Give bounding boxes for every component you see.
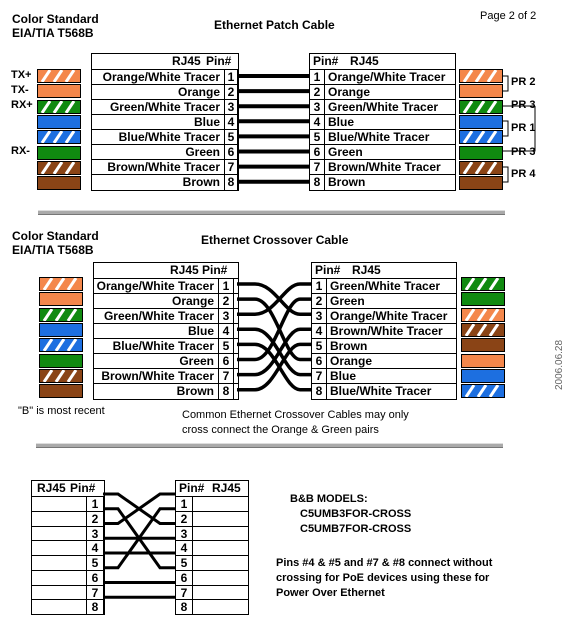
patch-right-pin-number: 1 xyxy=(310,70,325,85)
crossover-left-wire-name: Orange xyxy=(171,294,214,308)
brown-white-swatch-icon xyxy=(37,161,81,175)
pair-label-pr3-top: PR 3 xyxy=(511,99,536,111)
patch-left-pin-number: 3 xyxy=(224,100,238,115)
patch-left-wire-name: Orange/White Tracer xyxy=(102,70,220,84)
signal-rx-minus: RX- xyxy=(11,145,30,157)
crossover-title: Ethernet Crossover Cable xyxy=(201,233,349,247)
patch-left-wire-name: Green xyxy=(185,145,220,159)
bb-right-pin-number: 6 xyxy=(176,571,193,586)
bb-left-pin-number: 8 xyxy=(86,600,104,615)
crossover-right-pin-number: 1 xyxy=(312,279,327,294)
bb-right-pin-number: 8 xyxy=(176,600,193,615)
orange-white-swatch-icon xyxy=(37,69,81,83)
patch-right-pin-number: 2 xyxy=(310,85,325,100)
patch-left-wire-name: Blue xyxy=(193,115,220,129)
green-swatch-icon xyxy=(461,292,505,306)
patch-right-wire-name: Orange xyxy=(328,85,371,99)
patch-standard-line2: EIA/TIA T568B xyxy=(12,26,94,40)
crossover-right-pin-number: 3 xyxy=(312,309,327,324)
bb-model-1: C5UMB3FOR-CROSS xyxy=(300,508,412,520)
crossover-left-wire-name: Green xyxy=(179,354,214,368)
bb-left-pin-number: 2 xyxy=(86,512,104,527)
crossover-right-wire-name: Orange/White Tracer xyxy=(330,309,448,323)
crossover-right-header-rj45: RJ45 xyxy=(352,263,381,277)
bb-left-pin-number: 5 xyxy=(86,556,104,571)
signal-tx-plus: TX+ xyxy=(11,69,32,81)
blue-white-swatch-icon xyxy=(39,338,83,352)
orange-swatch-icon xyxy=(37,84,81,98)
orange-swatch-icon xyxy=(459,84,503,98)
bb-left-pin-number: 4 xyxy=(86,541,104,556)
patch-title: Ethernet Patch Cable xyxy=(214,18,335,32)
crossover-right-wire-name: Blue/White Tracer xyxy=(330,384,432,398)
patch-right-wire-name: Brown xyxy=(328,175,366,189)
crossover-left-pin-number: 3 xyxy=(218,309,234,324)
crossover-right-pin-number: 5 xyxy=(312,339,327,354)
patch-right-wire-name: Orange/White Tracer xyxy=(328,70,446,84)
orange-swatch-icon xyxy=(461,354,505,368)
poe-note-line3: Power Over Ethernet xyxy=(276,587,385,599)
patch-left-wire-name: Brown/White Tracer xyxy=(107,160,220,174)
crossover-right-pin-number: 7 xyxy=(312,369,327,384)
crossover-wire xyxy=(237,329,311,374)
bb-right-pin-number: 3 xyxy=(176,527,193,542)
poe-note-line1: Pins #4 & #5 and #7 & #8 connect without xyxy=(276,557,493,569)
bb-right-pin-number: 4 xyxy=(176,541,193,556)
crossover-left-header-pin: Pin# xyxy=(202,263,228,277)
patch-right-pin-number: 6 xyxy=(310,145,325,160)
patch-right-wire-name: Green xyxy=(328,145,363,159)
crossover-right-wire-name: Blue xyxy=(330,369,357,383)
recent-note: "B" is most recent xyxy=(18,405,105,417)
patch-right-wire-name: Brown/White Tracer xyxy=(328,160,441,174)
crossover-right-pin-number: 4 xyxy=(312,324,327,339)
patch-left-pin-number: 6 xyxy=(224,145,238,160)
green-white-swatch-icon xyxy=(459,100,503,114)
patch-left-wire-name: Blue/White Tracer xyxy=(118,130,220,144)
crossover-left-pin-number: 8 xyxy=(218,384,234,399)
crossover-left-pin-number: 7 xyxy=(218,369,234,384)
pair-label-pr1: PR 1 xyxy=(511,122,536,134)
crossover-right-pin-number: 2 xyxy=(312,294,327,309)
patch-left-pin-number: 7 xyxy=(224,160,238,175)
patch-right-header-rj45: RJ45 xyxy=(350,54,379,68)
pair-label-pr3-bottom: PR 3 xyxy=(511,146,536,158)
crossover-right-wire-name: Orange xyxy=(330,354,373,368)
crossover-left-wire-name: Brown xyxy=(176,384,214,398)
bb-left-pin-number: 7 xyxy=(86,586,104,601)
crossover-left-pin-number: 1 xyxy=(218,279,234,294)
patch-right-pin-number: 4 xyxy=(310,115,325,130)
patch-left-header-rj45: RJ45 xyxy=(172,54,201,68)
blue-white-swatch-icon xyxy=(461,384,505,398)
brown-white-swatch-icon xyxy=(459,161,503,175)
bb-left-header-pin: Pin# xyxy=(70,481,96,495)
patch-left-pin-number: 2 xyxy=(224,85,238,100)
bb-model-2: C5UMB7FOR-CROSS xyxy=(300,523,412,535)
green-swatch-icon xyxy=(39,354,83,368)
blue-swatch-icon xyxy=(37,115,81,129)
patch-right-pin-number: 8 xyxy=(310,175,325,190)
patch-right-pin-number: 3 xyxy=(310,100,325,115)
bb-left-pin-number: 6 xyxy=(86,571,104,586)
crossover-left-header-rj45: RJ45 xyxy=(170,263,199,277)
blue-white-swatch-icon xyxy=(459,130,503,144)
orange-white-swatch-icon xyxy=(459,69,503,83)
crossover-left-wire-name: Blue xyxy=(187,324,214,338)
brown-swatch-icon xyxy=(37,176,81,190)
brown-white-swatch-icon xyxy=(461,323,505,337)
pair-bracket-pr3-bottom xyxy=(502,106,535,151)
common-note-line2: cross connect the Orange & Green pairs xyxy=(182,424,379,436)
brown-swatch-icon xyxy=(459,176,503,190)
crossover-right-pin-number: 6 xyxy=(312,354,327,369)
poe-note-line2: crossing for PoE devices using these for xyxy=(276,572,490,584)
patch-left-wire-name: Green/White Tracer xyxy=(109,100,220,114)
crossover-wire xyxy=(237,344,311,389)
patch-left-pin-number: 4 xyxy=(224,115,238,130)
bb-left-header-rj45: RJ45 xyxy=(37,481,66,495)
pair-label-pr2: PR 2 xyxy=(511,76,536,88)
green-swatch-icon xyxy=(37,146,81,160)
crossover-right-wire-name: Brown xyxy=(330,339,368,353)
orange-swatch-icon xyxy=(39,292,83,306)
crossover-left-pin-number: 2 xyxy=(218,294,234,309)
crossover-right-pin-number: 8 xyxy=(312,384,327,399)
orange-white-swatch-icon xyxy=(461,308,505,322)
page-label: Page 2 of 2 xyxy=(480,10,537,22)
crossover-left-wire-name: Blue/White Tracer xyxy=(112,339,214,353)
crossover-right-wire-name: Green xyxy=(330,294,365,308)
bb-right-header-pin: Pin# xyxy=(179,481,205,495)
brown-white-swatch-icon xyxy=(39,369,83,383)
green-white-swatch-icon xyxy=(461,277,505,291)
common-note-line1: Common Ethernet Crossover Cables may only xyxy=(182,409,409,421)
patch-right-pin-number: 5 xyxy=(310,130,325,145)
crossover-left-wire-name: Green/White Tracer xyxy=(103,309,214,323)
blue-white-swatch-icon xyxy=(37,130,81,144)
signal-rx-plus: RX+ xyxy=(11,99,33,111)
crossover-right-wire-name: Brown/White Tracer xyxy=(330,324,443,338)
crossover-left-pin-number: 4 xyxy=(218,324,234,339)
green-white-swatch-icon xyxy=(39,308,83,322)
crossover-right-wire-name: Green/White Tracer xyxy=(330,279,441,293)
signal-tx-minus: TX- xyxy=(11,84,29,96)
brown-swatch-icon xyxy=(39,384,83,398)
date-stamp: 2006.06.28 xyxy=(554,339,565,390)
crossover-left-wire-name: Orange/White Tracer xyxy=(96,279,214,293)
bb-left-pin-number: 3 xyxy=(86,527,104,542)
patch-left-wire-name: Brown xyxy=(182,175,220,189)
bb-right-header-rj45: RJ45 xyxy=(212,481,241,495)
patch-left-header-pin: Pin# xyxy=(206,54,232,68)
patch-right-wire-name: Blue/White Tracer xyxy=(328,130,430,144)
patch-left-pin-number: 8 xyxy=(224,175,238,190)
patch-right-wire-name: Green/White Tracer xyxy=(328,100,439,114)
patch-left-pin-number: 5 xyxy=(224,130,238,145)
crossover-standard-line1: Color Standard xyxy=(12,229,99,243)
patch-right-pin-number: 7 xyxy=(310,160,325,175)
blue-swatch-icon xyxy=(459,115,503,129)
crossover-left-pin-number: 5 xyxy=(218,339,234,354)
blue-swatch-icon xyxy=(39,323,83,337)
bb-left-pin-number: 1 xyxy=(86,497,104,512)
crossover-right-header-pin: Pin# xyxy=(315,263,341,277)
bb-right-pin-number: 7 xyxy=(176,586,193,601)
green-swatch-icon xyxy=(459,146,503,160)
crossover-wire xyxy=(237,329,311,374)
patch-right-header-pin: Pin# xyxy=(313,54,339,68)
patch-right-wire-name: Blue xyxy=(328,115,355,129)
crossover-wire xyxy=(237,344,311,389)
green-white-swatch-icon xyxy=(37,100,81,114)
bb-right-pin-number: 5 xyxy=(176,556,193,571)
brown-swatch-icon xyxy=(461,338,505,352)
blue-swatch-icon xyxy=(461,369,505,383)
bb-models-title: B&B MODELS: xyxy=(290,493,368,505)
patch-standard-line1: Color Standard xyxy=(12,12,99,26)
crossover-standard-line2: EIA/TIA T568B xyxy=(12,243,94,257)
patch-left-pin-number: 1 xyxy=(224,70,238,85)
orange-white-swatch-icon xyxy=(39,277,83,291)
patch-left-wire-name: Orange xyxy=(177,85,220,99)
bb-right-pin-number: 2 xyxy=(176,512,193,527)
pair-label-pr4: PR 4 xyxy=(511,168,536,180)
crossover-left-pin-number: 6 xyxy=(218,354,234,369)
crossover-left-wire-name: Brown/White Tracer xyxy=(101,369,214,383)
bb-right-pin-number: 1 xyxy=(176,497,193,512)
